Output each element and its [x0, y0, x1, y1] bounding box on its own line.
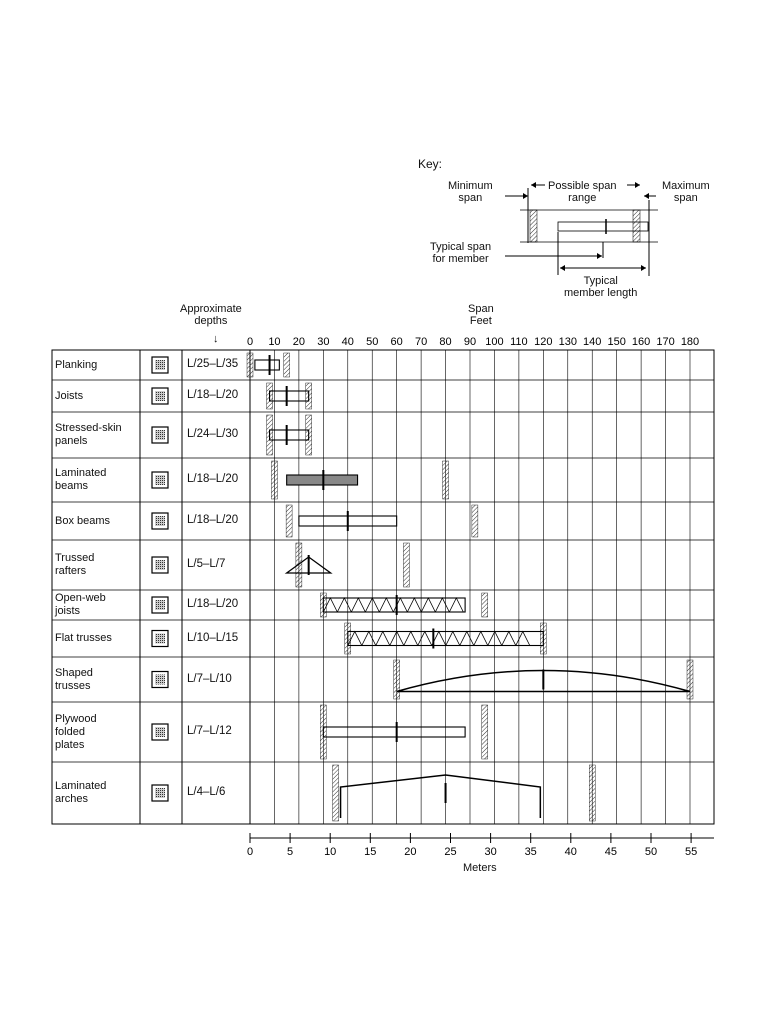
min-span-mark [271, 461, 277, 499]
max-span-mark [472, 505, 478, 537]
feet-tick-label: 70 [414, 336, 428, 348]
meter-tick-label: 0 [246, 846, 254, 858]
feet-tick-label: 60 [390, 336, 403, 348]
meter-tick-label: 45 [604, 846, 618, 858]
row-depth: L/18–L/20 [187, 389, 239, 401]
row-depth: L/18–L/20 [187, 514, 239, 526]
feet-tick-label: 110 [510, 336, 528, 348]
truss-web [323, 598, 463, 612]
key-minimum-span: Minimum span [448, 180, 493, 204]
row-name: Open-web joists [55, 592, 106, 617]
feet-tick-label: 130 [558, 336, 577, 348]
min-span-mark [286, 505, 292, 537]
key-possible-span-range: Possible span range [548, 180, 617, 204]
row-depth: L/10–L/15 [187, 631, 239, 644]
member-length-bar [341, 775, 541, 818]
max-span-mark [589, 765, 595, 821]
depths-arrow: ↓ [213, 333, 219, 345]
max-span-mark [482, 593, 488, 617]
row-depth: L/18–L/20 [187, 473, 239, 485]
member-length-bar [287, 475, 358, 485]
row-name: Joists [55, 389, 84, 402]
key-maximum-span: Maximum span [662, 180, 710, 204]
span-feet-header: Span Feet [468, 303, 494, 327]
truss-web [348, 632, 530, 646]
max-span-mark [687, 660, 693, 699]
feet-tick-label: 80 [439, 336, 452, 348]
row-depth: L/24–L/30 [187, 428, 239, 440]
row-depth: L/7–L/10 [187, 672, 232, 685]
feet-tick-label: 150 [607, 336, 626, 348]
meter-tick-label: 35 [524, 846, 537, 858]
meter-tick-label: 20 [404, 846, 417, 858]
member-section-fill [155, 475, 165, 485]
meter-tick-label: 5 [287, 846, 294, 858]
row-depth: L/4–L/6 [187, 786, 226, 798]
member-section-fill [155, 360, 165, 370]
feet-tick-label: 50 [366, 336, 379, 348]
row-name: Flat trusses [55, 632, 112, 644]
feet-tick-label: 180 [680, 336, 700, 348]
feet-tick-label: 100 [485, 336, 504, 348]
feet-tick-label: 30 [317, 336, 330, 348]
member-section-fill [155, 727, 165, 737]
feet-tick-label: 0 [246, 336, 254, 348]
member-length-bar [270, 430, 309, 440]
row-name: Plywood folded plates [55, 712, 97, 751]
key-title: Key: [418, 157, 443, 171]
member-length-bar [323, 727, 465, 737]
meter-tick-label: 15 [364, 846, 377, 858]
feet-tick-label: 40 [341, 336, 354, 348]
max-span-mark [482, 705, 488, 759]
member-section-fill [155, 391, 165, 401]
member-section-fill [155, 560, 165, 570]
max-span-mark [284, 353, 290, 377]
key-typical-length: Typical member length [564, 275, 638, 299]
feet-tick-label: 140 [583, 336, 602, 348]
meter-tick-label: 30 [484, 846, 497, 858]
meter-tick-label: 40 [564, 846, 577, 858]
row-depth: L/25–L/35 [187, 358, 239, 370]
feet-tick-label: 120 [534, 336, 553, 348]
max-span-mark [443, 461, 449, 499]
depths-header: Approximate depths [180, 303, 242, 327]
member-section-fill [155, 430, 165, 440]
member-length-bar [270, 391, 309, 401]
member-length-bar [255, 360, 279, 370]
min-span-mark [247, 353, 253, 377]
meter-tick-label: 25 [444, 846, 457, 858]
feet-tick-label: 170 [656, 336, 675, 348]
key-typical-span: Typical span for member [430, 241, 492, 265]
meters-label: Meters [463, 862, 497, 874]
member-section-fill [155, 600, 165, 610]
feet-tick-label: 20 [292, 336, 306, 348]
row-name: Stressed-skin panels [55, 422, 122, 447]
feet-tick-label: 10 [268, 336, 281, 348]
row-name: Laminated arches [55, 780, 107, 805]
row-name: Box beams [55, 514, 111, 527]
member-section-fill [155, 788, 165, 798]
meter-tick-label: 10 [324, 846, 337, 858]
member-section-fill [155, 634, 165, 644]
row-depth: L/18–L/20 [187, 598, 239, 610]
row-depth: L/7–L/12 [187, 725, 232, 737]
row-name: Shaped trusses [55, 666, 93, 692]
feet-tick-label: 160 [631, 336, 651, 348]
row-depth: L/5–L/7 [187, 558, 226, 570]
table-frame [52, 350, 714, 824]
feet-tick-label: 90 [463, 336, 477, 348]
meter-tick-label: 55 [684, 846, 698, 858]
min-span-mark [394, 660, 400, 699]
max-span-mark [403, 543, 409, 587]
row-name: Laminated beams [55, 467, 107, 492]
min-span-mark [333, 765, 339, 821]
member-section-fill [155, 675, 165, 685]
meter-tick-label: 50 [644, 846, 658, 858]
row-name: Planking [55, 358, 98, 371]
row-name: Trussed rafters [55, 552, 95, 577]
member-section-fill [155, 516, 165, 526]
